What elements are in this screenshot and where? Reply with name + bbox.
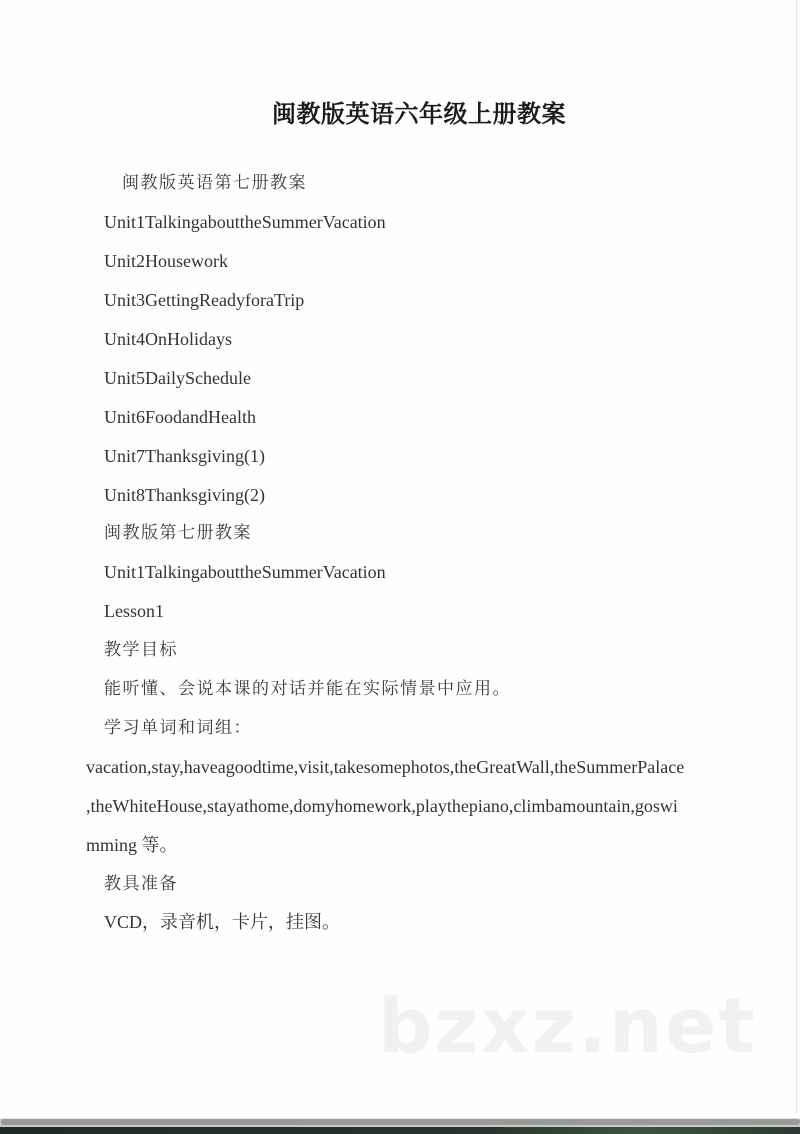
vocabulary-heading: 学习单词和词组： xyxy=(104,718,252,738)
unit-line: Unit4OnHolidays xyxy=(104,329,232,349)
unit-line: Unit3GettingReadyforaTrip xyxy=(104,290,305,310)
vocabulary-text: vacation,stay,haveagoodtime,visit,takesomephotos,theGreatWall,theSummerPalace xyxy=(86,757,685,777)
objectives-text: 能听懂、会说本课的对话并能在实际情景中应用。 xyxy=(104,679,511,699)
watermark: bzxz.net xyxy=(378,981,757,1070)
background-strip xyxy=(0,1127,800,1134)
materials-text: VCD，录音机，卡片，挂图。 xyxy=(104,912,341,932)
unit-line: Unit8Thanksgiving(2) xyxy=(104,485,265,505)
materials-heading: 教具准备 xyxy=(104,874,178,894)
unit-line: Unit7Thanksgiving(1) xyxy=(104,446,265,466)
unit-line: Unit1TalkingabouttheSummerVacation xyxy=(104,562,386,582)
document-title: 闽教版英语六年级上册教案 xyxy=(272,100,566,128)
lesson-line: Lesson1 xyxy=(104,601,164,621)
section-heading: 闽教版第七册教案 xyxy=(104,523,252,543)
horizontal-scrollbar-thumb[interactable] xyxy=(1,1119,800,1125)
objectives-heading: 教学目标 xyxy=(104,640,178,660)
unit-line: Unit5DailySchedule xyxy=(104,368,251,388)
unit-line: Unit2Housework xyxy=(104,251,228,271)
unit-line: Unit1TalkingabouttheSummerVacation xyxy=(104,212,386,232)
unit-line: Unit6FoodandHealth xyxy=(104,407,256,427)
vocabulary-text: mming 等。 xyxy=(86,835,178,855)
subtitle-line: 闽教版英语第七册教案 xyxy=(122,173,307,193)
vocabulary-text: ,theWhiteHouse,stayathome,domyhomework,playthepiano,climbamountain,goswi xyxy=(86,796,678,816)
